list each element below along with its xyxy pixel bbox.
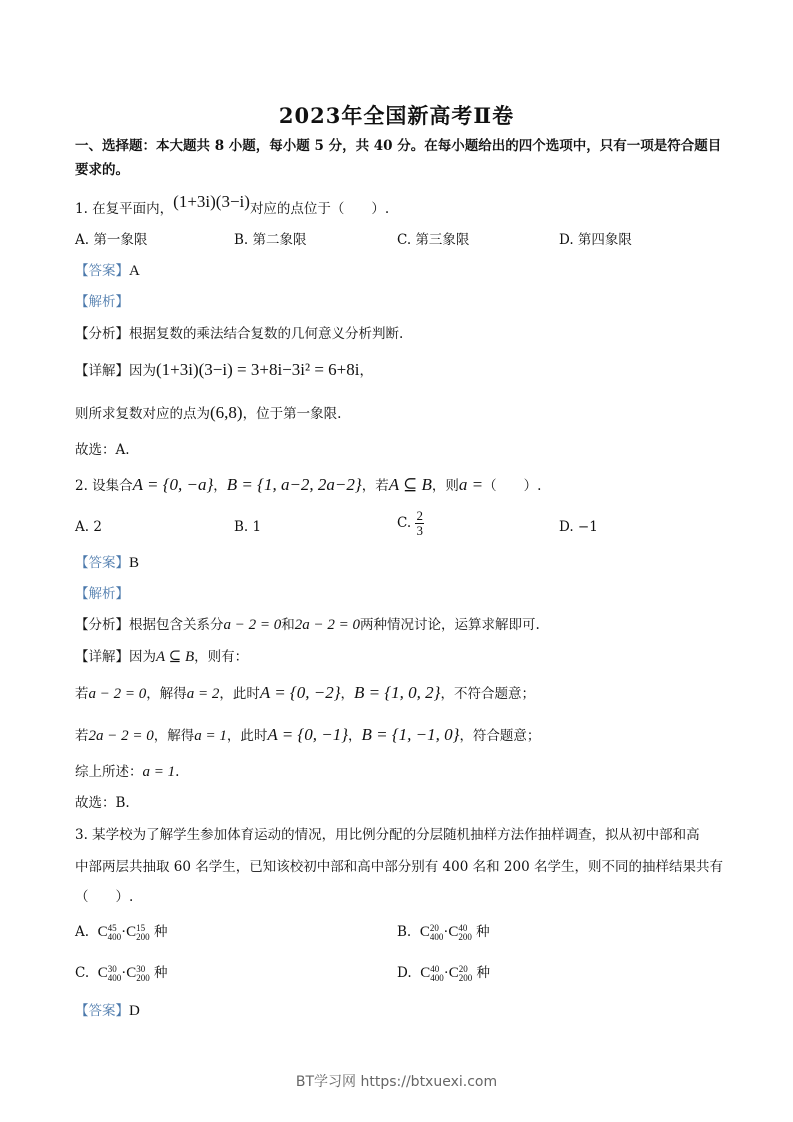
footer-watermark: BT学习网 https://btxuexi.com: [295, 1074, 498, 1090]
q3-stem-line2: 中部两层共抽取 60 名学生，已知该校初中部和高中部分别有 400 名和 200 名学生，则不同的抽样结果共有: [75, 859, 723, 875]
fraction: $\frac{2}{3}$: [416, 508, 423, 538]
q3-option-b: B. C 20 400 ·C 40 200 种: [397, 922, 490, 942]
q3-stem-line1: 3. 某学校为了解学生参加体育运动的情况，用比例分配的分层随机抽样方法作抽样调查，拟从初中部和高: [75, 827, 700, 843]
q1-answer: 【答案】A: [75, 263, 140, 279]
q2-option-c: C. $\frac{2}{3}$: [397, 508, 423, 538]
q3-option-d: D. C 40 400 ·C 20 200 种: [397, 963, 491, 983]
q1-point: 则所求复数对应的点为(6,8)，位于第一象限.: [75, 403, 342, 422]
q1-expr: (1+3i)(3−i): [173, 192, 250, 211]
q3-option-a: A. C 45 400 ·C 15 200 种: [75, 922, 168, 942]
q2-case1: 若a − 2 = 0，解得a = 2，此时A = {0, −2}，B = {1, 0, 2}，不符合题意；: [75, 683, 535, 702]
q3-stem-line3: （ ）.: [75, 889, 134, 905]
q2-option-a: A. 2: [75, 519, 102, 535]
q1-stem: 1. 在复平面内，(1+3i)(3−i)对应的点位于（ ）.: [75, 192, 390, 217]
q2-option-d: D. −1: [559, 519, 598, 535]
q1-conclusion: 故选：A.: [75, 442, 130, 458]
q1-option-c: C. 第三象限: [397, 232, 470, 248]
q1-fenxi: 【分析】根据复数的乘法结合复数的几何意义分析判断.: [75, 326, 404, 342]
q2-fenxi: 【分析】根据包含关系分a − 2 = 0和2a − 2 = 0两种情况讨论，运算求解即可.: [75, 617, 540, 633]
q1-option-b: B. 第二象限: [234, 232, 307, 248]
section-header: 一、选择题：本大题共 8 小题，每小题 5 分，共 40 分。在每小题给出的四个选项中，只有一项是符合题目要求的。: [75, 138, 722, 178]
q2-conclusion: 故选：B.: [75, 795, 130, 811]
q2-stem: 2. 设集合A = {0, −a}，B = {1, a−2, 2a−2}，若A ⊆ B，则a =（ ）.: [75, 475, 542, 494]
q2-analysis-label: 【解析】: [75, 586, 129, 602]
q1-option-a: A. 第一象限: [75, 232, 148, 248]
q1-xiangjie: 【详解】因为(1+3i)(3−i) = 3+8i−3i² = 6+8i，: [75, 360, 373, 379]
page-title: 2023年全国新高考Ⅱ卷: [278, 103, 515, 128]
q2-xiangjie: 【详解】因为A ⊆ B，则有：: [75, 649, 249, 665]
q2-case2: 若2a − 2 = 0，解得a = 1，此时A = {0, −1}，B = {1, −1, 0}，符合题意；: [75, 725, 541, 744]
q2-answer: 【答案】B: [75, 555, 140, 571]
q3-option-c: C. C 30 400 ·C 30 200 种: [75, 963, 168, 983]
q1-option-d: D. 第四象限: [559, 232, 632, 248]
q2-summary: 综上所述：a = 1.: [75, 764, 180, 780]
q1-analysis-label: 【解析】: [75, 294, 129, 310]
q3-answer: 【答案】D: [75, 1003, 140, 1019]
q2-option-b: B. 1: [234, 519, 262, 535]
